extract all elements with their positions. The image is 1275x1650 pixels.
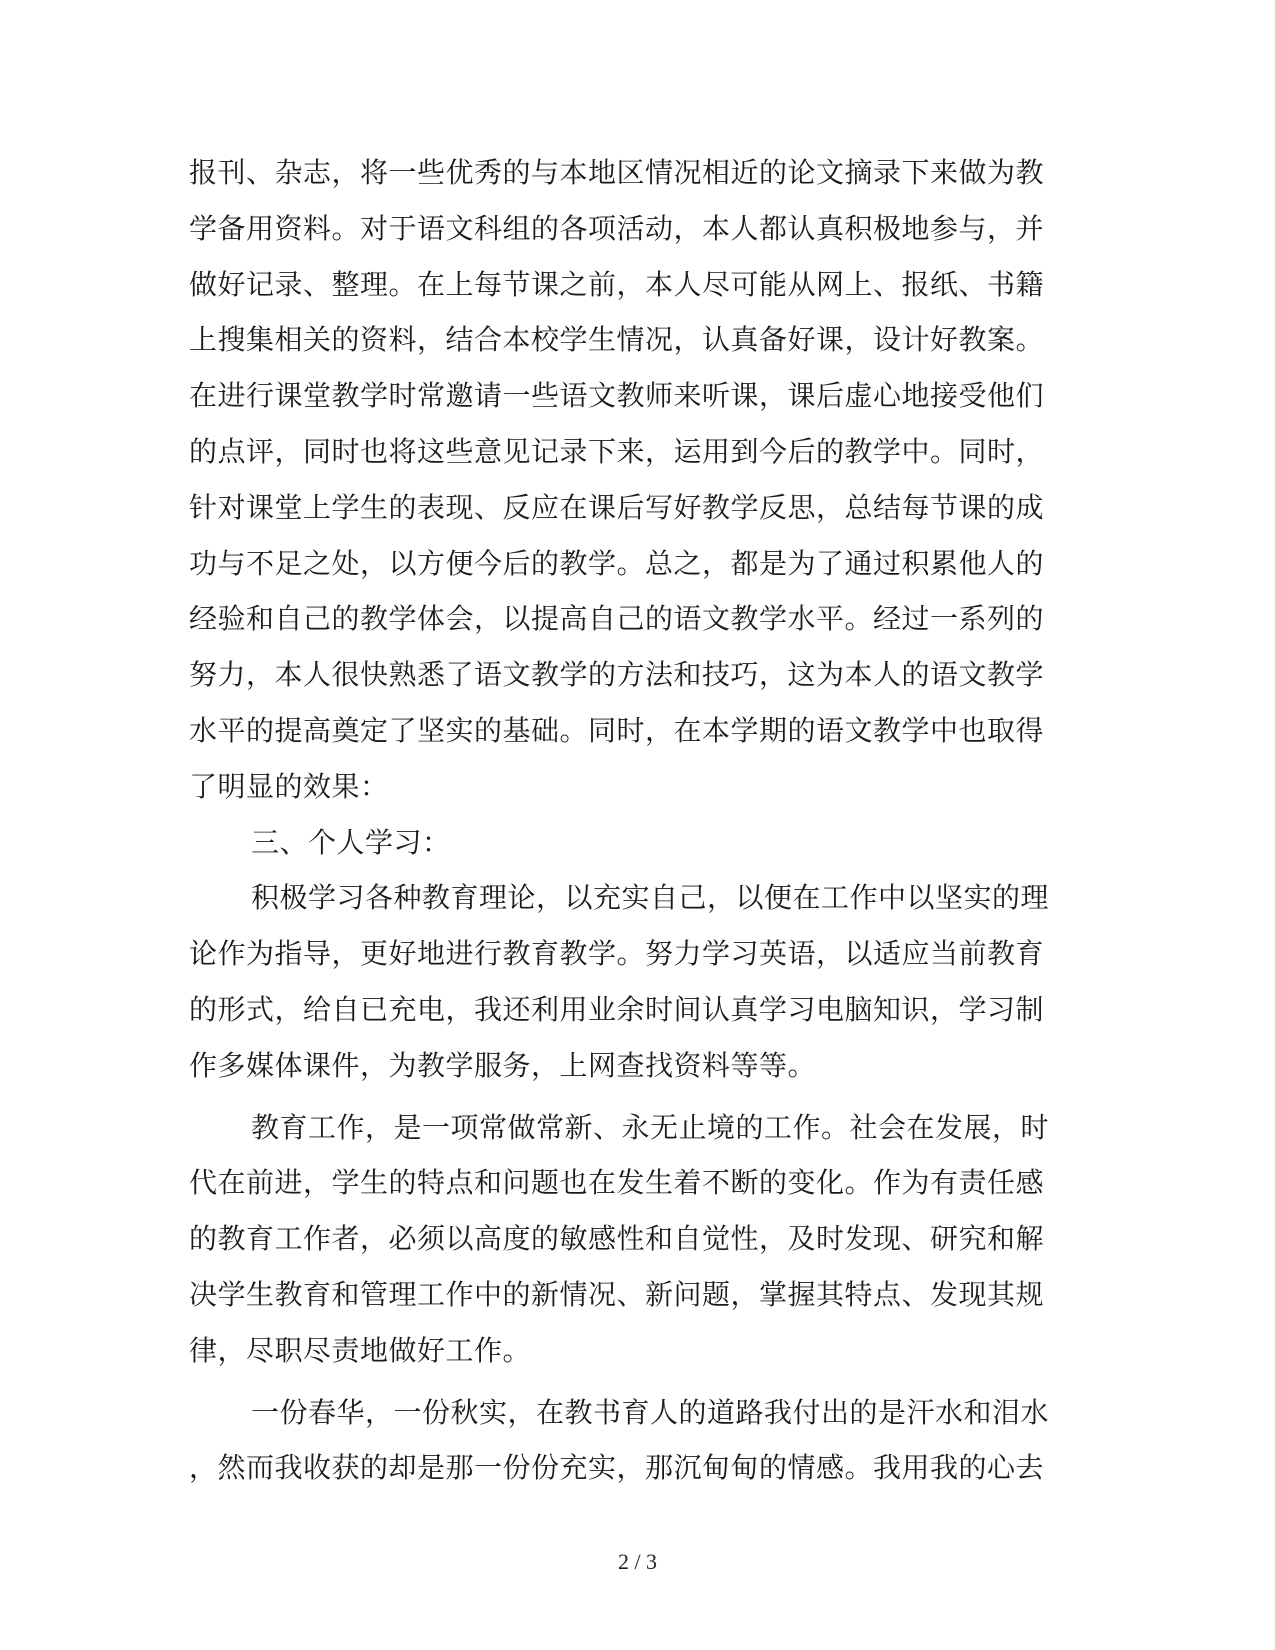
text-line: 在进行课堂教学时常邀请一些语文教师来听课，课后虚心地接受他们 — [189, 379, 1045, 413]
text-line: 了明显的效果： — [189, 769, 389, 803]
text-line: 的形式，给自已充电，我还利用业余时间认真学习电脑知识，学习制 — [189, 992, 1045, 1026]
text-line: 水平的提高奠定了坚实的基础。同时，在本学期的语文教学中也取得 — [189, 713, 1045, 747]
section-heading: 三、个人学习： — [251, 825, 451, 859]
text-line: 报刊、杂志，将一些优秀的与本地区情况相近的论文摘录下来做为教 — [189, 156, 1045, 189]
document-body — [189, 145, 1069, 1496]
text-line: 决学生教育和管理工作中的新情况、新问题，掌握其特点、发现其规 — [189, 1277, 1045, 1311]
text-line: ，然而我收获的却是那一份份充实，那沉甸甸的情感。我用我的心去 — [189, 1451, 1045, 1485]
text-line: 做好记录、整理。在上每节课之前，本人尽可能从网上、报纸、书籍 — [189, 267, 1045, 301]
text-line: 学备用资料。对于语文科组的各项活动，本人都认真积极地参与，并 — [189, 211, 1045, 245]
text-line: 功与不足之处，以方便今后的教学。总之，都是为了通过积累他人的 — [189, 546, 1045, 580]
paragraph-start-line: 积极学习各种教育理论，以充实自己，以便在工作中以坚实的理 — [251, 881, 1050, 915]
paragraph-start-line: 一份春华，一份秋实，在教书育人的道路我付出的是汗水和泪水 — [251, 1395, 1050, 1429]
text-line: 代在前进，学生的特点和问题也在发生着不断的变化。作为有责任感 — [189, 1166, 1045, 1200]
text-line: 努力，本人很快熟悉了语文教学的方法和技巧，这为本人的语文教学 — [189, 658, 1045, 692]
text-line: 的点评，同时也将这些意见记录下来，运用到今后的教学中。同时， — [189, 434, 1045, 468]
paragraph-start-line: 教育工作，是一项常做常新、永无止境的工作。社会在发展，时 — [251, 1110, 1050, 1144]
text-line: 的教育工作者，必须以高度的敏感性和自觉性，及时发现、研究和解 — [189, 1222, 1045, 1256]
text-line: 律，尽职尽责地做好工作。 — [189, 1333, 532, 1367]
page-number: 2 / 3 — [617, 1549, 658, 1574]
text-line: 作多媒体课件，为教学服务，上网查找资料等等。 — [189, 1048, 817, 1082]
text-line: 针对课堂上学生的表现、反应在课后写好教学反思，总结每节课的成 — [189, 490, 1045, 524]
text-line: 经验和自己的教学体会，以提高自己的语文教学水平。经过一系列的 — [189, 602, 1045, 636]
text-line: 上搜集相关的资料，结合本校学生情况，认真备好课，设计好教案。 — [189, 323, 1045, 357]
text-line: 论作为指导，更好地进行教育教学。努力学习英语，以适应当前教育 — [189, 937, 1045, 971]
